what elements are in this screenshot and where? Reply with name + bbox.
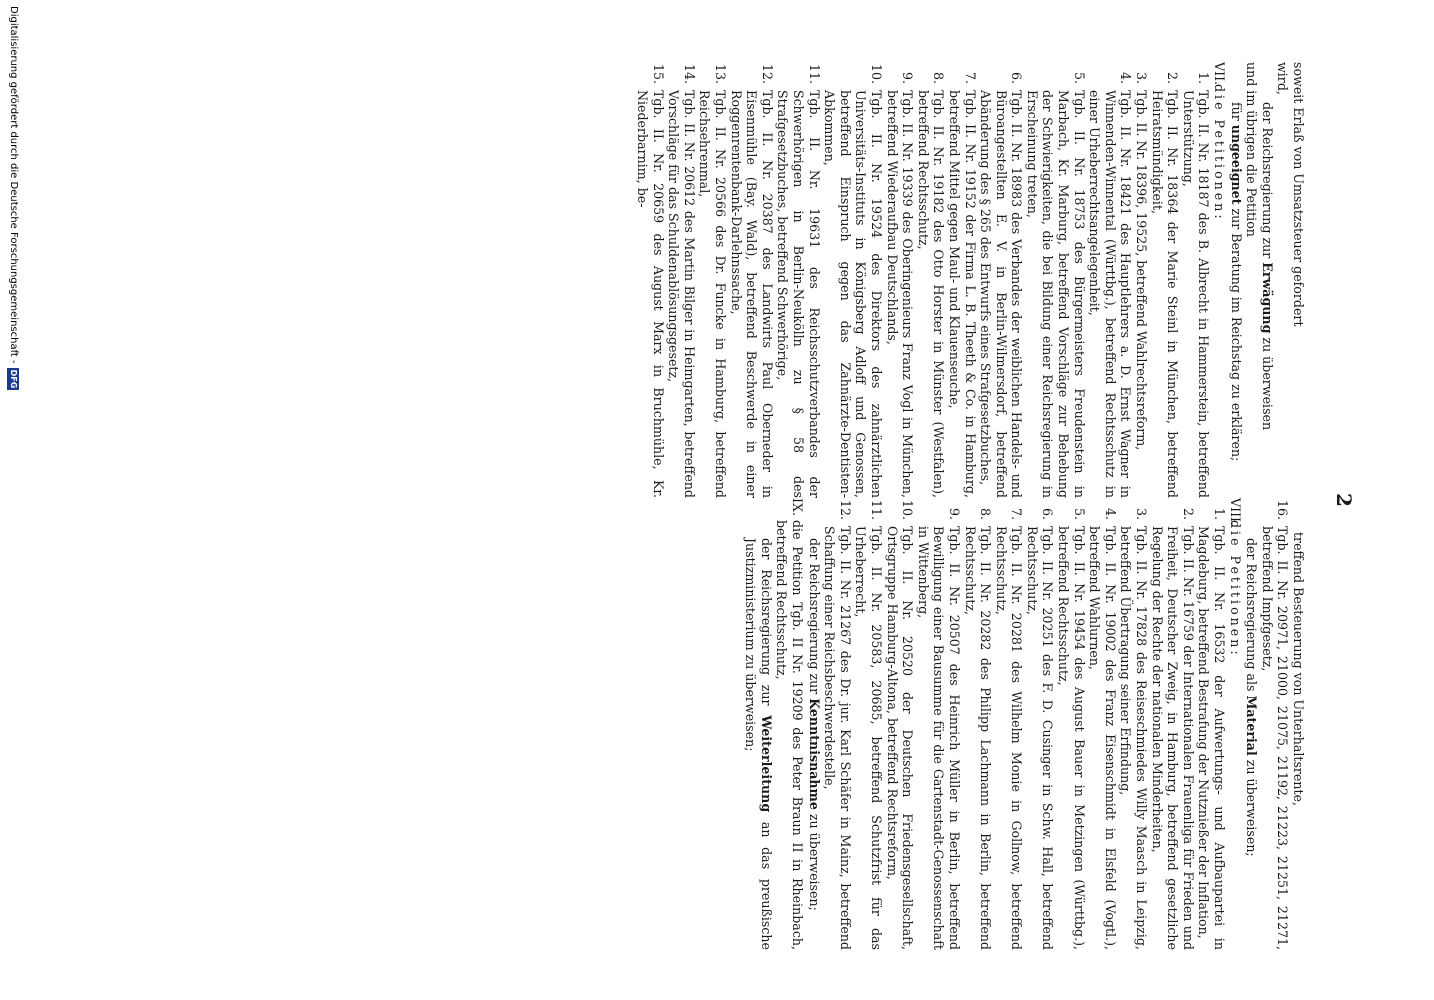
item-number: 15. [650, 63, 666, 84]
item-number: 4. [1118, 71, 1134, 84]
list-item [1180, 62, 1211, 498]
item-text: Tgb. II. Nr. 18364 der Marie Steinl in München, betreffend Heiratsmündigkeit, [1149, 90, 1181, 498]
section-vii [634, 62, 1227, 498]
item-text: Tgb. II. Nr. 18396, 19525, betreffend Wahlrechtsreform, [1134, 90, 1150, 451]
item-text: Tgb. II. Nr. 19152 der Firma L. B. Theeth & Co. in Hamburg, betreffend Mittel gegen Maul- und Klauenseuche, [946, 90, 978, 498]
item-text: Tgb. II. Nr. 16759 der Internationalen Frauenliga für Frieden und Freiheit, Deutscher Zweig, in Hamburg, betreffend gesetzliche Regelung der Rechte der nationalen Minderheiten, [1149, 526, 1196, 950]
section-vii-head [1211, 62, 1227, 498]
item-number: 5. [1071, 507, 1087, 520]
list-item [728, 62, 775, 498]
footer-text: Digitalisierung gefördert durch die Deutsche Forschungsgemeinschaft - [8, 6, 19, 364]
section-viii-head [1227, 498, 1243, 950]
item-number: 11. [868, 499, 884, 520]
item-text: Tgb. II. Nr. 19454 des August Bauer in Metzingen (Württbg.), betreffend Rechtsschutz, [1056, 526, 1087, 950]
item-number: 1. [1212, 507, 1228, 520]
item-text: Tgb. II. Nr. 19631 des Reichsschutzverbandes der Schwerhörigen in Berlin-Neukölln zu § 58 des Strafgesetzbuches, betreffend Schwerhörige, [775, 90, 822, 498]
item-number: 13. [713, 63, 729, 84]
emphasis: Kenntnisnahme [806, 698, 822, 810]
item-text: Tgb. II. Nr. 20612 des Martin Bilger in Heimgarten, betreffend Vorschläge für das Schuldenablösungsgesetz, [666, 90, 697, 498]
emphasis: ungeeignet [1228, 124, 1244, 205]
item-number: 4. [1102, 507, 1118, 520]
item-text: Tgb. II. Nr. 16532 der Aufwertungs- und Aufbaupartei in Magdeburg, betreffend Bestrafung der Nutznießer der Inflation, [1196, 526, 1228, 950]
item-number: 12. [759, 63, 775, 84]
item-text: Tgb. II. Nr. 19002 des Franz Eisenschmidt in Elsfeld (Vogtl.), betreffend Wahlurnen, [1087, 526, 1118, 950]
list-item [1259, 498, 1290, 950]
digitization-footer [4, 0, 22, 1000]
item-number: 3. [1134, 71, 1150, 84]
item-text: Tgb. II. Nr. 20281 des Wilhelm Monie in Gollnow, betreffend Rechtsschutz, [993, 526, 1025, 950]
item-text: Tgb. II. Nr. 18421 des Hauptlehrers a. D. Ernst Wagner in Winnenden-Winnental (Württbg.), betreffend Rechtsschutz in einer Urheberrechtsangelegenheit, [1087, 90, 1134, 498]
action-kenntnis: der Reichsregierung zur Kenntnisnahme zu überweisen; [806, 538, 822, 911]
intro-action-ungeeignet: für ungeeignet zur Beratung im Reichstag zu erklären; [1228, 102, 1244, 462]
dfg-logo: DFG [9, 369, 18, 389]
item-text: Tgb. II. Nr. 20659 des August Marx in Bruchmühle, Kr. Niederbarnim, be- [635, 90, 666, 498]
item-text: Tgb. II. Nr. 17828 des Reiseschmiedes Willy Maasch in Leipzig, betreffend Übertragung seiner Erfindung, [1118, 526, 1150, 950]
list-item [1087, 498, 1118, 950]
item-number: 7. [1009, 507, 1025, 520]
section-viii-items [822, 498, 1227, 950]
item-text: Tgb. II. Nr. 18753 des Bürgermeisters Freudenstein in Marbach, Kr. Marburg, betreffend Vorschläge zur Behebung der Schwierigkeiten, die bei Bildung einer Reichsregierung in Erscheinung treten, [1024, 90, 1087, 498]
item-text: Tgb. II. Nr. 20282 des Philipp Lachmann in Berlin, betreffend Rechtsschutz, [962, 526, 994, 950]
list-item [822, 62, 884, 498]
list-item [1149, 62, 1180, 498]
list-item [697, 62, 728, 498]
left-column [634, 62, 1306, 498]
item-number: 8. [978, 507, 994, 520]
intro-line-3: und im übrigen die Petition [1244, 62, 1260, 237]
list-item [822, 498, 853, 950]
item-number: 10. [868, 63, 884, 84]
list-item [1056, 498, 1087, 950]
item-text: Tgb. II. Nr. 20566 des Dr. Funcke in Hamburg, betreffend Reichsehrenmal, [697, 90, 729, 498]
item-text: Tgb. II. Nr. 20251 des F. D. Cusinger in Schw. Hall, betreffend Rechtsschutz, [1024, 526, 1056, 950]
section-vii-items [634, 62, 1211, 498]
list-item [775, 62, 822, 498]
list-item [634, 62, 665, 498]
section-vii-roman: VII. [1212, 62, 1228, 86]
right-column [743, 498, 1306, 950]
item-number: 3. [1134, 507, 1150, 520]
section-viii-roman: VIII. [1227, 498, 1243, 527]
list-item [1196, 498, 1227, 950]
item-text: Tgb. II. Nr. 19524 des Direktors des zahnärztlichen Universitäts-Instituts in Königsberg Adloff und Genossen, betreffend Einspruch gegen das Zahnärzte-Dentisten-Abkommen, [822, 90, 884, 498]
section-ix [774, 498, 805, 950]
section-ix-roman: IX. [790, 498, 805, 516]
section-viii-title: die Petitionen: [1227, 520, 1243, 658]
emphasis: Erwägung [1259, 262, 1275, 334]
action-material: der Reichsregierung als Material zu überweisen; [1244, 538, 1260, 857]
list-item [1024, 498, 1055, 950]
list-item [962, 498, 993, 950]
item-number: 12. [837, 499, 853, 520]
list-item [946, 62, 977, 498]
item-text: Tgb. II. Nr. 20971, 21000, 21075, 21192, 21223, 21251, 21271, betreffend Impfgesetz, [1259, 526, 1291, 950]
list-item [853, 498, 884, 950]
item-text: Tgb. II. Nr. 20520 der Deutschen Friedensgesellschaft, Ortsgruppe Hamburg-Altona, betreffend Rechtsreform, [884, 526, 916, 950]
item-number: 9. [900, 71, 916, 84]
list-item [1133, 62, 1149, 498]
item-number: 7. [962, 71, 978, 84]
item-number: 2. [1165, 71, 1181, 84]
action-weiterleitung: der Reichsregierung zur Weiterleitung an das preußische Justizministerium zu überweisen; [743, 538, 774, 950]
item-text: Tgb. II. Nr. 18983 des Verbandes der weiblichen Handels- und Büroangestellten E. V. in Berlin-Wilmersdorf, betreffend Abänderung des § 265 des Entwurfs eines Strafgesetzbuches, [978, 90, 1025, 498]
item-number: 1. [1196, 71, 1212, 84]
item-text: Tgb. II. Nr. 19182 des Otto Horster in Münster (Westfalen), betreffend Rechtsschutz, [915, 90, 947, 498]
item-number: 16. [1275, 499, 1291, 520]
list-item [978, 62, 1025, 498]
list-item [1024, 62, 1086, 498]
page-number: 2 [1332, 493, 1356, 507]
item-text: Tgb. II. Nr. 20583, 20685, betreffend Schutzfrist für das Urheberrecht, [853, 526, 884, 950]
list-item [884, 498, 915, 950]
item-number: 10. [900, 499, 916, 520]
list-item [1118, 498, 1149, 950]
item-number: 9. [946, 507, 962, 520]
list-item [1087, 62, 1134, 498]
item-number: 6. [1009, 71, 1025, 84]
item-text: Tgb. II. Nr. 18187 des B. Albrecht in Hammerstein, betreffend Unterstützung, [1180, 90, 1212, 498]
item-number: 2. [1180, 507, 1196, 520]
list-item [915, 62, 946, 498]
item-text: Tgb. II. Nr. 20507 des Heinrich Müller in Berlin, betreffend Bewilligung einer Bausumme für die Gartenstadt-Genossenschaft in Wittenberg, [915, 526, 962, 950]
item-number: 8. [931, 71, 947, 84]
intro-line-2: wird, [1275, 62, 1291, 95]
list-item [993, 498, 1024, 950]
section-viii [822, 498, 1243, 950]
section-ix-text: die Petition Tgb. II Nr. 19209 des Peter Braun II in Rheinbach, betreffend Rechtsschutz, [774, 520, 805, 950]
item-text: Tgb. II. Nr. 20387 des Landwirts Paul Oberneder in Eisenmühle (Bay. Wald), betreffend Beschwerde in einer Roggenrentenbank-Darlehnssache, [728, 90, 775, 498]
list-item [884, 62, 915, 498]
list-item [666, 62, 697, 498]
item-number: 5. [1071, 71, 1087, 84]
section-ix-head [774, 498, 805, 950]
emphasis: Material [1244, 695, 1260, 756]
item-number: 14. [681, 63, 697, 84]
list-item [1149, 498, 1196, 950]
intro-line-1: soweit Erlaß von Umsatzsteuer gefordert [1291, 62, 1306, 327]
item-number: 6. [1040, 507, 1056, 520]
item-15-continuation: treffend Besteuerung von Unterhaltsrente, [1291, 532, 1306, 807]
item-number: 11. [806, 63, 822, 84]
list-item [915, 498, 962, 950]
item-text: Tgb. II. Nr. 21267 des Dr. jur. Karl Schäfer in Mainz, betreffend Schaffung einer Reichsbeschwerdestelle, [822, 526, 853, 950]
intro-action-erwaegung: der Reichsregierung zur Erwägung zu überweisen [1259, 102, 1275, 431]
section-vii-title: die Petitionen: [1212, 84, 1228, 222]
item-text: Tgb. II. Nr. 19339 des Oberingenieurs Franz Vogl in München, betreffend Wiederaufbau Deutschlands, [884, 90, 916, 498]
emphasis: Weiterleitung [758, 715, 774, 813]
